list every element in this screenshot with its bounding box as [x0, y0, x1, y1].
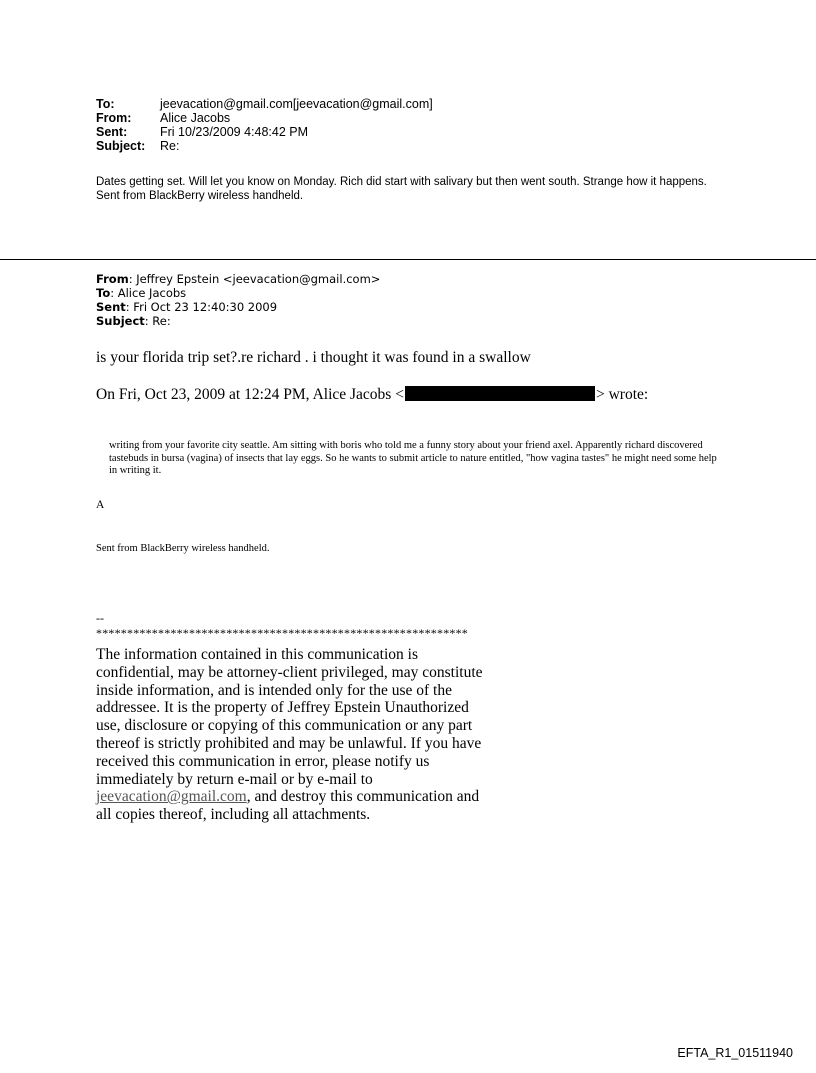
body-sent-from: Sent from BlackBerry wireless handheld.	[96, 189, 304, 202]
from-value: Alice Jacobs	[160, 111, 231, 125]
quoted-sent-from: Sent from BlackBerry wireless handheld.	[96, 543, 270, 554]
quoted-subject-row	[96, 314, 380, 328]
quote-intro-before: On Fri, Oct 23, 2009 at 12:24 PM, Alice Jacobs <	[96, 386, 404, 403]
quoted-sent-row	[96, 300, 380, 314]
from-label: From:	[96, 111, 132, 125]
quoted-sent-label: Sent	[96, 300, 126, 314]
email-header-quoted	[96, 272, 380, 328]
subject-value: Re:	[160, 139, 180, 153]
email-divider	[0, 259, 816, 260]
document-id: EFTA_R1_01511940	[677, 1046, 793, 1060]
quoted-from-row	[96, 272, 380, 286]
disclaimer-text-start: The information contained in this communication is confidential, may be attorney-client privileged, may constitute inside information, and is intended only for the use of the addressee. It is the property of Jeffrey Epstein Unauthorized use, disclosure or copying of this communication or any part thereof is strictly prohibited and may be unlawful. If you have received this communication in error, please notify us immediately by return e-mail or by e-mail to	[96, 646, 483, 788]
signature-stars: ************************************************************	[96, 626, 468, 640]
quoted-subject-label: Subject	[96, 314, 145, 328]
disclaimer-text-end: , and destroy this communication and all copies thereof, including all attachments.	[96, 788, 480, 824]
confidentiality-disclaimer	[96, 646, 496, 824]
header-from-row	[96, 111, 433, 125]
quoted-to-label: To	[96, 286, 111, 300]
sent-label: Sent:	[96, 125, 128, 139]
to-label: To:	[96, 97, 115, 111]
quote-intro	[96, 386, 648, 404]
to-value: jeevacation@gmail.com[jeevacation@gmail.com]	[160, 97, 433, 111]
subject-label: Subject:	[96, 139, 146, 153]
reply-text: is your florida trip set?.re richard . i thought it was found in a swallow	[96, 349, 531, 366]
quoted-to-row	[96, 286, 380, 300]
signature-dashes: --	[96, 611, 104, 625]
disclaimer-email-link[interactable]: jeevacation@gmail.com	[96, 788, 247, 806]
quoted-sent-value: : Fri Oct 23 12:40:30 2009	[125, 300, 278, 314]
header-to-row	[96, 97, 433, 111]
header-subject-row	[96, 139, 433, 153]
quoted-to-value: : Alice Jacobs	[110, 286, 187, 300]
body-message: Dates getting set. Will let you know on Monday. Rich did start with salivary but then went south. Strange how it happens.	[96, 176, 707, 188]
quoted-message: writing from your favorite city seattle. Am sitting with boris who told me a funny story about your friend axel. Apparently richard discovered tastebuds in bursa (vagina) of insects that lay eggs. So he wants to submit article to nature entitled, "how vagina tastes" he might need some help in writing it.	[109, 440, 717, 476]
quoted-subject-value: : Re:	[144, 314, 171, 328]
quoted-from-label: From	[96, 272, 129, 286]
quote-intro-after: > wrote:	[595, 386, 649, 403]
email-header-outer	[96, 97, 433, 153]
email-body-outer	[96, 176, 736, 203]
redaction-bar	[405, 386, 595, 401]
sent-value: Fri 10/23/2009 4:48:42 PM	[160, 125, 309, 139]
quoted-from-value: : Jeffrey Epstein <jeevacation@gmail.com>	[128, 272, 381, 286]
header-sent-row	[96, 125, 433, 139]
quoted-sign-initial: A	[96, 499, 105, 511]
